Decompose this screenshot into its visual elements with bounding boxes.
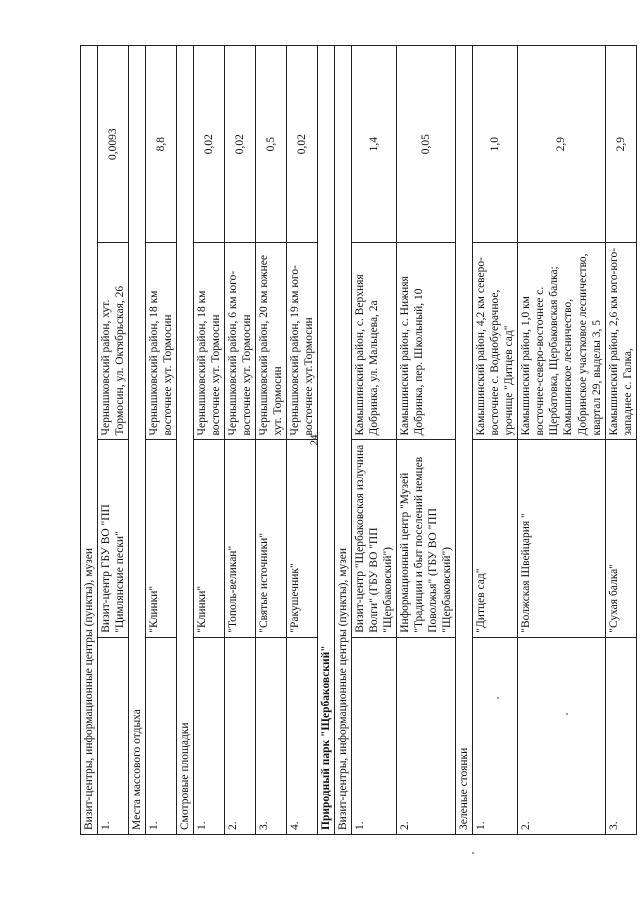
object-address: Чернышковский район, хут. Тормосин, ул. Октябрьская, 26 [98, 243, 129, 440]
row-number: 1. [146, 637, 177, 834]
scan-speck [497, 697, 499, 699]
object-address: Камышинский район, 1,0 км восточнее-северо-восточнее с. Щербатовка, Щербаковская балка; Камышинское лесничество, Добринское участковое лесничество, квартал 29, выделы 3, 5 [518, 243, 605, 440]
object-area: 0,02 [287, 46, 318, 243]
object-area: 8,8 [146, 46, 177, 243]
table-row [518, 46, 605, 835]
table-row [225, 46, 256, 835]
object-name: "Сухая балка" [605, 440, 636, 637]
object-name: "Клинки" [194, 440, 225, 637]
object-name: Визит-центр "Щербаковская излучина Волги" (ГБУ ВО "ПП "Щербаковский") [352, 440, 397, 637]
table-row [194, 46, 225, 835]
object-name: "Святые источники" [256, 440, 287, 637]
facilities-table [80, 45, 637, 835]
section-row [335, 46, 352, 835]
object-address: Чернышковский район, 19 км юго-восточнее хут.Тормосин [287, 243, 318, 440]
section-heading: Смотровые площадки [177, 46, 194, 835]
object-address: Чернышковский район, 18 км восточнее хут. Тормосин [146, 243, 177, 440]
table-row [473, 46, 518, 835]
row-number: 4. [287, 637, 318, 834]
section-row [318, 46, 335, 835]
object-area: 0,05 [397, 46, 456, 243]
object-area: 0,5 [256, 46, 287, 243]
object-name: Визит-центр ГБУ ВО "ПП "Цимлянские пески" [98, 440, 129, 637]
object-address: Чернышковский район, 6 км юго-восточнее хут. Тормосин [225, 243, 256, 440]
object-area: 0,02 [225, 46, 256, 243]
row-number: 3. [256, 637, 287, 834]
row-number: 1. [98, 637, 129, 834]
row-number: 2. [225, 637, 256, 834]
section-heading: Места массового отдыха [129, 46, 146, 835]
table-row [98, 46, 129, 835]
table-row [397, 46, 456, 835]
section-heading: Визит-центры, информационные центры (пункты), музеи [81, 46, 98, 835]
object-area: 2,9 [518, 46, 605, 243]
section-row [456, 46, 473, 835]
section-row [81, 46, 98, 835]
row-number: 1. [352, 637, 397, 834]
object-area: 0,02 [194, 46, 225, 243]
section-row [177, 46, 194, 835]
table-row [256, 46, 287, 835]
table-row [605, 46, 636, 835]
row-number: 1. [473, 637, 518, 834]
section-heading: Визит-центры, информационные центры (пункты), музеи [335, 46, 352, 835]
object-name: "Тополь-великан" [225, 440, 256, 637]
object-area: 1,4 [352, 46, 397, 243]
object-area: 1,0 [473, 46, 518, 243]
section-row [129, 46, 146, 835]
object-address: Камышинский район, 2,6 км юго-юго-западнее с. Галка, [605, 243, 636, 440]
row-number: 2. [518, 637, 605, 834]
table-row [352, 46, 397, 835]
object-name: "Ракушечник" [287, 440, 318, 637]
row-number: 1. [194, 637, 225, 834]
object-address: Камышинский район, с. Верхняя Добринка, ул. Мальцева, 2а [352, 243, 397, 440]
table-row [287, 46, 318, 835]
rotated-table-container [80, 45, 640, 830]
scan-speck [566, 713, 568, 715]
object-address: Чернышковский район, 20 км южнее хут. Тормосин [256, 243, 287, 440]
object-area: 0,0093 [98, 46, 129, 243]
object-name: "Клинки" [146, 440, 177, 637]
object-address: Камышинский район, с. Нижняя Добринка, пер. Школьный, 10 [397, 243, 456, 440]
object-area: 2,9 [605, 46, 636, 243]
scan-speck [472, 852, 474, 854]
object-address: Чернышковский район, 18 км восточнее хут. Тормосин [194, 243, 225, 440]
object-name: Информационный центр "Музей "Традиции и быт поселений немцев Поволжья" (ГБУ ВО "ПП "Щербаковский") [397, 440, 456, 637]
object-address: Камышинский район, 4,2 км северо-восточнее с. Воднобуерачное, урочище "Дитцев сад" [473, 243, 518, 440]
page-number: 24 [308, 434, 321, 446]
section-heading: Зеленые стоянки [456, 46, 473, 835]
row-number: 2. [397, 637, 456, 834]
object-name: "Дитцев сад" [473, 440, 518, 637]
row-number: 3. [605, 637, 636, 834]
object-name: "Волжская Швейцария " [518, 440, 605, 637]
table-row [146, 46, 177, 835]
section-heading: Природный парк "Щербаковский" [318, 46, 335, 835]
